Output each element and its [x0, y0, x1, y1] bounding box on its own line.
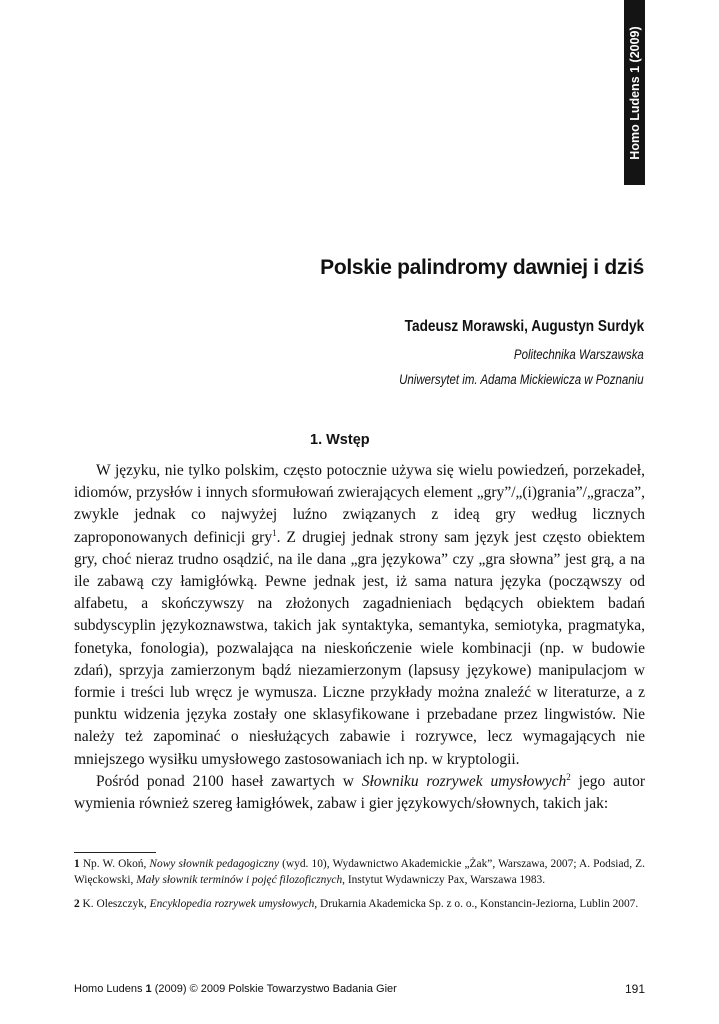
- page-number: 191: [624, 982, 645, 996]
- article-authors: Tadeusz Morawski, Augustyn Surdyk: [404, 318, 644, 335]
- footnote-ref-2: 2: [566, 771, 571, 782]
- footnote-1-title-a: Nowy słownik pedagogiczny: [149, 858, 280, 870]
- paragraph-2: [74, 771, 645, 815]
- footnote-2: [74, 896, 645, 912]
- body-text: [74, 460, 645, 815]
- paragraph-2-text-a: Pośród ponad 2100 haseł zawartych w: [96, 772, 362, 790]
- affiliation-1: Politechnika Warszawska: [514, 347, 644, 362]
- footnote-1-text-c: , Instytut Wydawniczy Pax, Warszawa 1983.: [342, 874, 546, 887]
- footnote-2-text-b: Drukarnia Akademicka Sp. z o. o., Konstancin-Jeziorna, Lublin 2007.: [317, 897, 639, 910]
- footnote-2-text-a: K. Oleszczyk,: [79, 897, 150, 910]
- paragraph-2-text-b: jego autor wymienia również szereg łamigłówek, zabaw i gier językowych/słownych, takich jak:: [74, 772, 645, 813]
- paragraph-1: [74, 460, 645, 771]
- footnote-1-title-b: Mały słownik terminów i pojęć filozoficznych: [136, 874, 343, 887]
- journal-side-tab-label: Homo Ludens 1 (2009): [627, 25, 642, 160]
- paragraph-1-text-a: W języku, nie tylko polskim, często potocznie używa się wielu powiedzeń, porzekadeł, idiomów, przysłów i innych sformułowań zwierających element „gry”/„(i)grania”/„gracza”, zwykle jednak co najwyżej luźno związanych z ideą gry według licznych zaproponowanych definicji gry: [74, 462, 645, 546]
- footnote-2-title: Encyklopedia rozrywek umysłowych,: [149, 897, 318, 910]
- footnote-1-mark: 1: [74, 858, 80, 870]
- paragraph-1-text-b: . Z drugiej jednak strony sam język jest często obiektem gry, choć nieraz trudno osądzić, na ile dana „gra językowa” czy „gra słowna” jest grą, a na ile zabawą czy łamigłówką. Pewne jednak jest, iż sama natura języka (począwszy od alfabetu, a skończywszy na złożonych zagadnieniach będących obiektem badań subdyscyplin językoznawstwa, takich jak syntaktyka, semantyka, semiotyka, pragmatyka, fonetyka, fonologia), pozwalająca na nieskończenie wiele kombinacji (np. w budowie zdań), sprzyja zamierzonym bądź niezamierzonym (lapsusy językowe) manipulacjom w formie i treści lub wręcz je wymusza. Liczne przykłady można znaleźć w literaturze, a z punktu widzenia języka zostały one sklasyfikowane i przebadane przez lingwistów. Nie należy też zapominać o niesłużących zabawie i rozrywce, lecz wymagających nie mniejszego wysiłku umysłowego zastosowaniach ich np. w kryptologii.: [74, 528, 645, 768]
- footnote-1-text-a: Np. W. Okoń,: [79, 858, 150, 870]
- footnote-ref-1: 1: [272, 527, 277, 538]
- section-heading: 1. Wstęp: [310, 432, 370, 448]
- footer-journal: Homo Ludens: [74, 983, 146, 995]
- footer-copyright: (2009) © 2009 Polskie Towarzystwo Badania Gier: [151, 983, 397, 995]
- footnotes: [74, 856, 645, 912]
- page-footer: [74, 983, 397, 995]
- footer-volume: 1: [145, 983, 152, 995]
- journal-side-tab: [624, 0, 645, 185]
- footnote-divider: [74, 852, 156, 853]
- article-title: Polskie palindromy dawniej i dziś: [320, 256, 644, 279]
- footnote-1: [74, 856, 645, 889]
- cited-title: Słowniku rozrywek umysłowych: [361, 772, 567, 790]
- footnote-1-text-b: (wyd. 10), Wydawnictwo Akademickie „Żak”, Warszawa, 2007; A. Podsiad, Z. Więckowski,: [74, 858, 645, 887]
- affiliation-2: Uniwersytet im. Adama Mickiewicza w Poznaniu: [399, 372, 644, 387]
- footnote-2-mark: 2: [74, 897, 80, 910]
